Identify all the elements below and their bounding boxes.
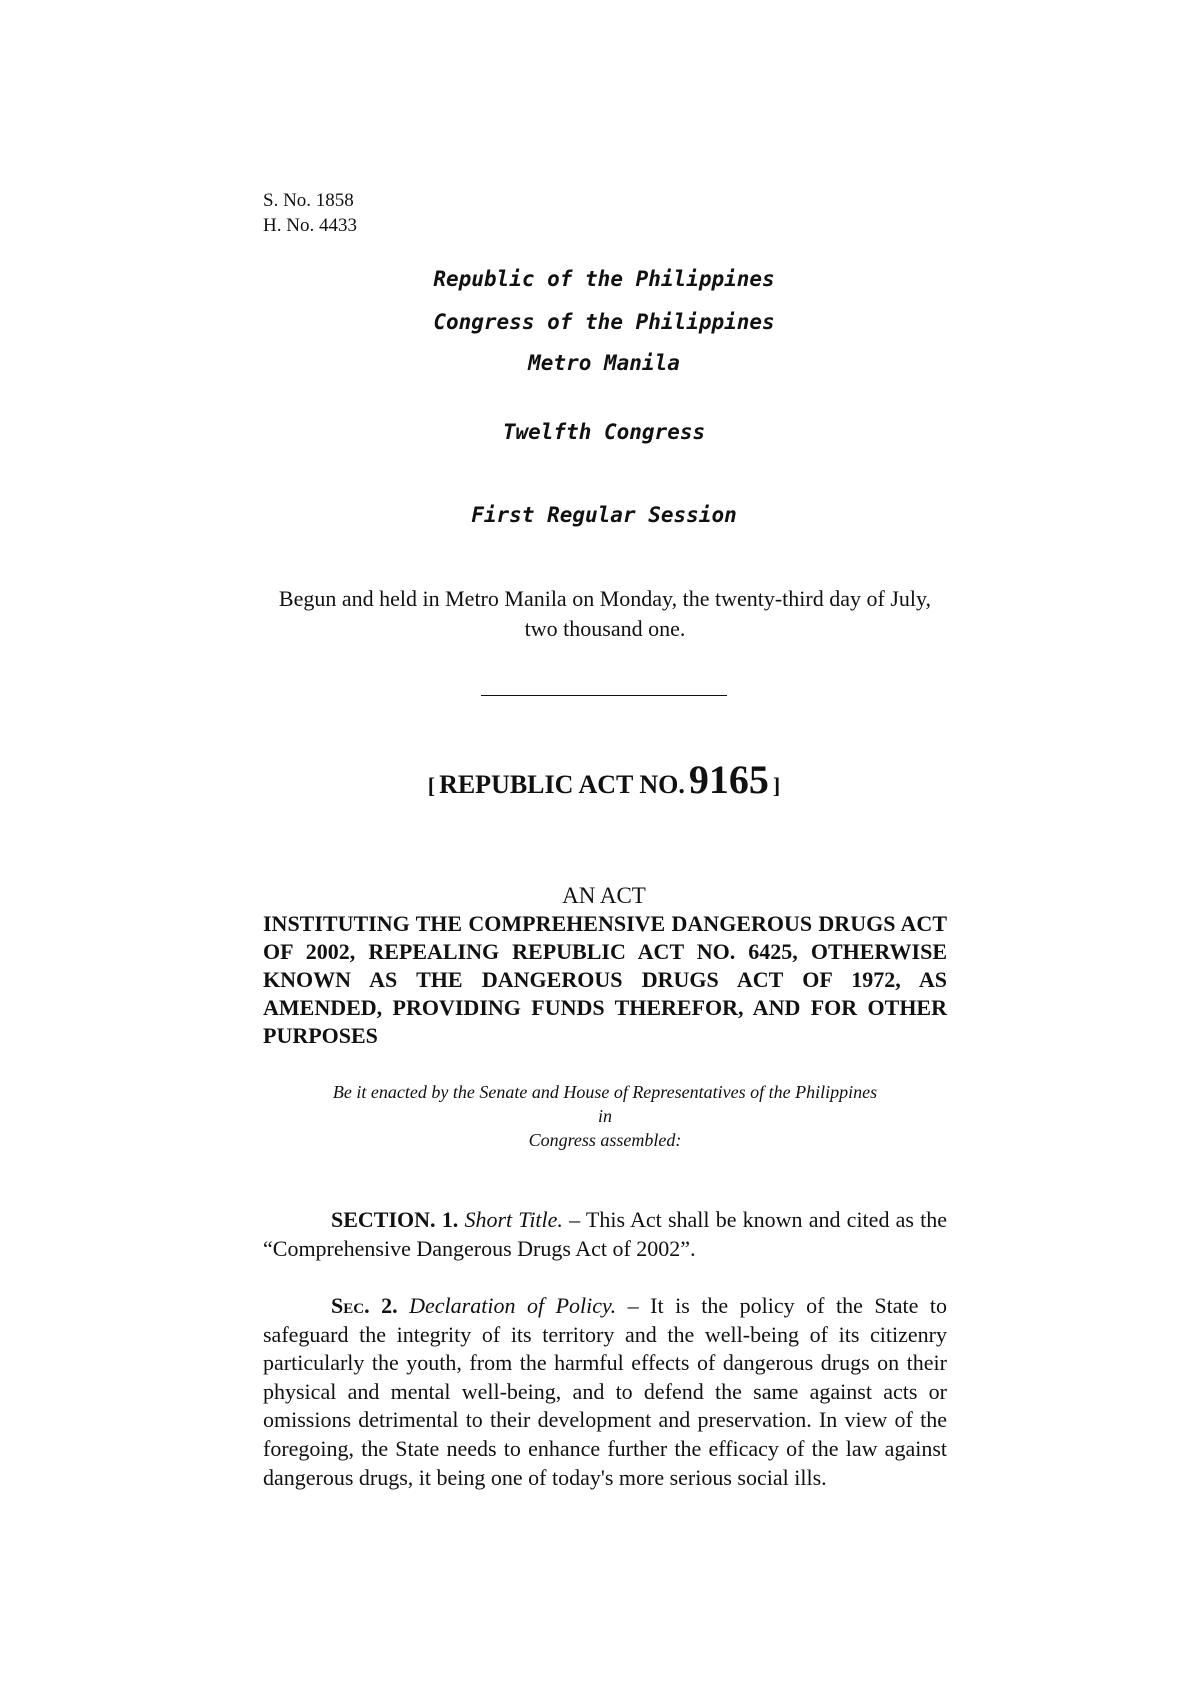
congress-number-heading: Twelfth Congress	[502, 420, 706, 444]
section-2-title: Declaration of Policy.	[409, 1293, 617, 1318]
section-2-dash: –	[616, 1293, 651, 1318]
republic-heading: Republic of the Philippines	[433, 267, 775, 291]
section-2-heading: Sec. 2.	[331, 1293, 398, 1318]
republic-act-label: REPUBLIC ACT NO.	[439, 770, 685, 799]
enacting-clause-line-3: Congress assembled:	[528, 1130, 682, 1150]
act-title: INSTITUTING THE COMPREHENSIVE DANGEROUS DRUGS ACT OF 2002, REPEALING REPUBLIC ACT NO. 6425, OTHERWISE KNOWN AS THE DANGEROUS DRUGS ACT OF 1972, AS AMENDED, PROVIDING FUNDS THEREFOR, AND FOR OTHER PURPOSES	[263, 911, 947, 1048]
house-bill-number: H. No. 4433	[263, 215, 357, 236]
congress-heading: Congress of the Philippines	[433, 310, 775, 334]
close-bracket: ]	[772, 773, 781, 798]
section-2	[263, 1292, 947, 1492]
section-1	[263, 1206, 947, 1263]
section-1-heading: SECTION. 1.	[331, 1207, 459, 1232]
enacting-clause-line-2: in	[597, 1106, 612, 1126]
begun-statement: Begun and held in Metro Manila on Monday, the twenty-third day of July, two thousand one.	[278, 586, 932, 641]
session-heading: First Regular Session	[471, 503, 737, 527]
act-label: AN ACT	[562, 883, 646, 908]
section-1-title: Short Title.	[464, 1207, 563, 1232]
enacting-clause	[263, 1080, 947, 1152]
section-1-body: This Act shall be known and cited as the “Comprehensive Dangerous Drugs Act of 2002”.	[263, 1207, 948, 1261]
location-heading: Metro Manila	[528, 351, 680, 375]
bill-numbers	[263, 188, 357, 238]
republic-act-title	[0, 750, 1200, 819]
divider-line	[481, 695, 727, 696]
republic-act-number: 9165	[688, 757, 769, 802]
open-bracket: [	[427, 773, 436, 798]
senate-bill-number: S. No. 1858	[263, 190, 354, 211]
section-1-dash: –	[562, 1207, 586, 1232]
enacting-clause-line-1: Be it enacted by the Senate and House of Representatives of the Philippines	[332, 1082, 878, 1102]
section-2-body: It is the policy of the State to safeguard the integrity of its territory and the well-being of its citizenry particularly the youth, from the harmful effects of dangerous drugs on their physical and mental well-being, and to defend the same against acts or omissions detrimental to their development and preservation. In view of the foregoing, the State needs to enhance further the efficacy of the law against dangerous drugs, it being one of today's more serious social ills.	[263, 1293, 948, 1490]
